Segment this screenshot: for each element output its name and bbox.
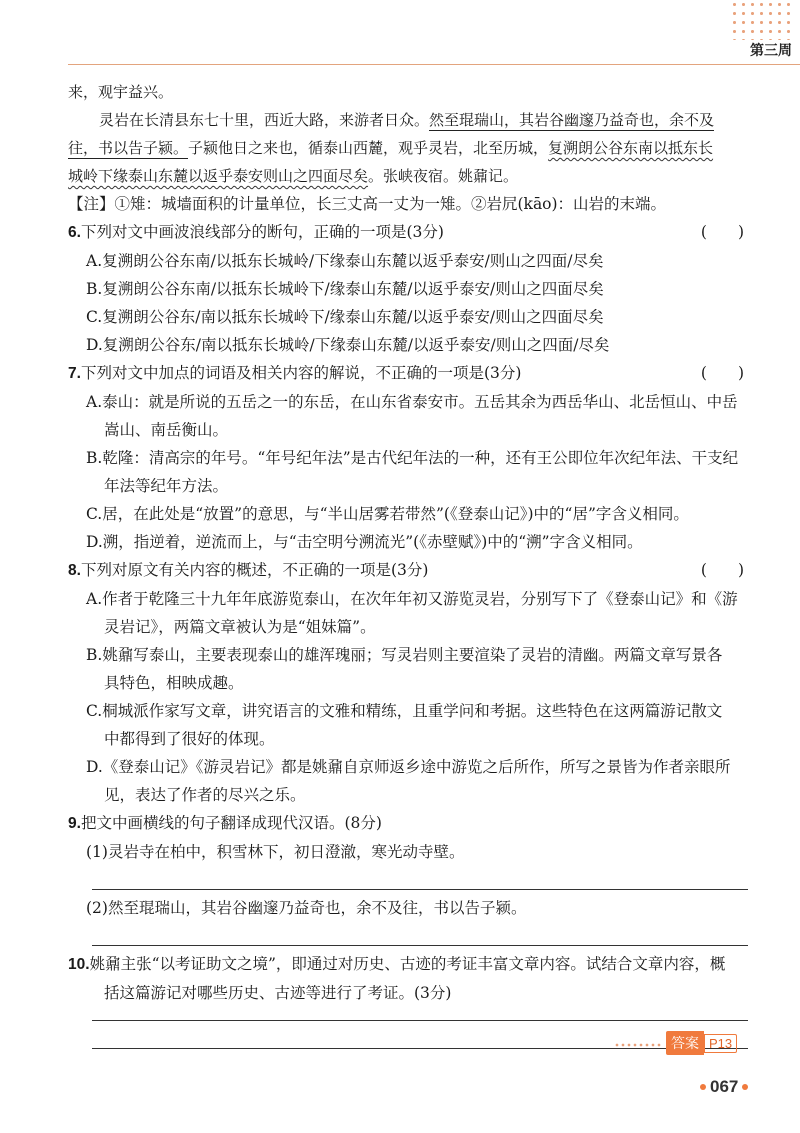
page-number: 067 [696,1077,752,1097]
passage-line: 来，观宇益兴。 [68,83,174,101]
passage-note: 【注】①雉：城墙面积的计量单位，长三丈高一丈为一雉。②岩凥(kāo)：山岩的末端。 [68,195,667,213]
option-c: C.复溯朗公谷东/南以抵东长城岭下/缘泰山东麓/以返乎泰安/则山之四面尽矣 [86,308,604,326]
option-b: B.乾隆：清高宗的年号。“年号纪年法”是古代纪年法的一种，还有王公即位年次纪年法、干支纪 [86,449,739,467]
option-b: B.复溯朗公谷东南/以抵东长城岭下/缘泰山东麓/以返乎泰安/则山之四面尽矣 [86,280,604,298]
answer-reference [666,1031,737,1055]
wavy-underlined-text: 复溯朗公谷东南以抵东长 [548,139,714,157]
wavy-underlined-text: 城岭下缘泰山东麓以返乎泰安则山之四面尽矣 [68,167,369,185]
option-a: A.复溯朗公谷东南/以抵东长城岭/下缘泰山东麓以返乎泰安/则山之四面/尽矣 [86,252,604,270]
dot-icon [742,1084,748,1090]
header-divider [68,64,800,65]
question-7: 7.下列对文中加点的词语及相关内容的解说，不正确的一项是(3分) ( ) [68,359,748,388]
option-d-continued: 见，表达了作者的尽兴之乐。 [104,786,306,804]
option-a: A.作者于乾隆三十九年年底游览泰山，在次年年初又游览灵岩，分别写下了《登泰山记》和《游 [86,590,738,608]
decorative-dots [730,0,792,40]
question-6: 6.下列对文中画波浪线部分的断句，正确的一项是(3分) ( ) [68,218,748,247]
answer-bracket: ( ) [700,223,744,241]
option-b-continued: 年法等纪年方法。 [104,477,229,495]
option-a-continued: 嵩山、南岳衡山。 [104,421,229,439]
answer-bracket: ( ) [700,364,744,382]
option-c: C.居，在此处是“放置”的意思，与“半山居雾若带然”(《登泰山记》)中的“居”字含义相同。 [86,505,689,523]
page-content [68,78,748,1049]
question-10: 10.姚鼐主张“以考证助文之境”，即通过对历史、古迹的考证丰富文章内容。试结合文章内容，概 [68,955,726,973]
passage-line: 城岭下缘泰山东麓以返乎泰安则山之四面尽矣。张峡夜宿。姚鼐记。 [68,167,519,185]
option-d: D.复溯朗公谷东/南以抵东长城岭/下缘泰山东麓/以返乎泰安/则山之四面/尽矣 [86,336,610,354]
passage-line: 灵岩在长清县东七十里，西近大路，来游者日众。然至琨瑞山，其岩谷幽邃乃益奇也，余不及 [99,111,715,129]
question-9: 9.把文中画横线的句子翻译成现代汉语。(8分) [68,814,382,832]
sentence-1: (1)灵岩寺在柏中，积雪林下，初日澄澈，寒光动寺壁。 [86,843,465,861]
dot-icon [700,1084,706,1090]
question-8: 8.下列对原文有关内容的概述，不正确的一项是(3分) ( ) [68,556,748,585]
option-c-continued: 中都得到了很好的体现。 [104,730,275,748]
option-a: A.泰山：就是所说的五岳之一的东岳，在山东省泰安市。五岳其余为西岳华山、北岳恒山、中岳 [86,393,738,411]
answer-page: P13 [704,1034,737,1053]
underlined-sentence: 往，书以告子颍。 [68,139,189,157]
answer-bracket: ( ) [700,561,744,579]
underlined-sentence: 然至琨瑞山，其岩谷幽邃乃益奇也，余不及 [429,111,715,129]
week-label: 第三周 [750,43,792,59]
passage-line: 往，书以告子颍。子颍他日之来也，循泰山西麓，观乎灵岩，北至历城，复溯朗公谷东南以抵东长 [68,139,714,157]
option-c: C.桐城派作家写文章，讲究语言的文雅和精练，且重学问和考据。这些特色在这两篇游记散文 [86,702,723,720]
option-d: D.溯，指逆着，逆流而上，与“击空明兮溯流光”(《赤壁赋》)中的“溯”字含义相同。 [86,533,643,551]
option-d: D.《登泰山记》《游灵岩记》都是姚鼐自京师返乡途中游览之后所作，所写之景皆为作者亲眼所 [86,758,731,776]
option-b: B.姚鼐写泰山，主要表现泰山的雄浑瑰丽；写灵岩则主要渲染了灵岩的清幽。两篇文章写景各 [86,646,723,664]
option-b-continued: 具特色，相映成趣。 [104,674,244,692]
answer-label: 答案 [666,1031,704,1055]
sentence-2: (2)然至琨瑞山，其岩谷幽邃乃益奇也，余不及往，书以告子颍。 [86,899,527,917]
decorative-dots [614,1040,662,1050]
option-a-continued: 灵岩记》，两篇文章被认为是“姐妹篇”。 [104,618,376,636]
question-10-continued: 括这篇游记对哪些历史、古迹等进行了考证。(3分) [104,984,452,1002]
